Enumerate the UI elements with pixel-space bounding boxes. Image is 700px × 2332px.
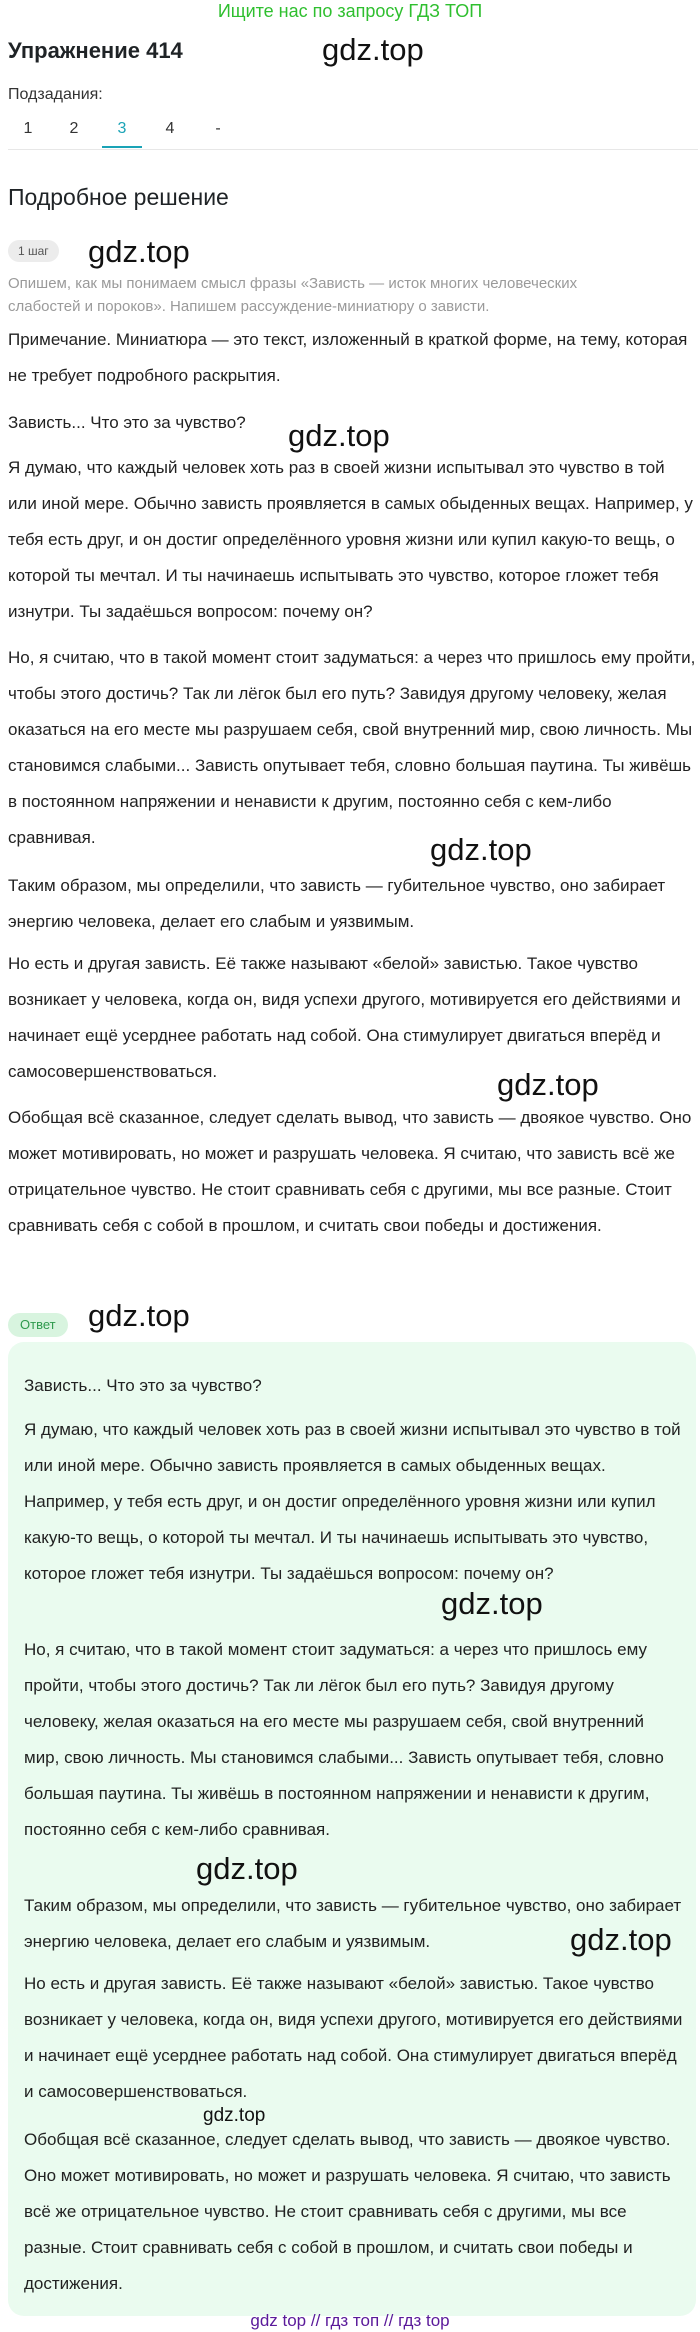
answer-paragraph-3: Таким образом, мы определили, что зависть — губительное чувство, оно забирает энергию человека, делает его слабым и уязвимым. bbox=[24, 1896, 682, 1951]
section-title: Подробное решение bbox=[8, 184, 229, 210]
watermark: gdz.top bbox=[497, 1067, 599, 1102]
footer-link-gdz-top-ru[interactable]: гдз топ bbox=[325, 2311, 380, 2330]
intro-note: Опишем, как мы понимаем смысл фразы «Зависть — исток многих человеческих слабостей и пороков». Напишем рассуждение-миниатюру о зависти. bbox=[8, 275, 578, 315]
watermark: gdz.top bbox=[322, 32, 424, 67]
search-banner: Ищите нас по запросу ГДЗ ТОП bbox=[217, 1, 483, 21]
tab-dash[interactable]: - bbox=[215, 120, 221, 137]
tab-4[interactable]: 4 bbox=[165, 120, 175, 137]
answer-question: Зависть... Что это за чувство? bbox=[24, 1376, 262, 1395]
solution-note: Примечание. Миниатюра — это текст, изложенный в краткой форме, на тему, которая не требует подробного раскрытия. bbox=[8, 330, 688, 385]
tab-3[interactable]: 3 bbox=[102, 112, 142, 148]
subtasks-label: Подзадания: bbox=[8, 86, 103, 103]
footer-links bbox=[0, 2310, 700, 2332]
footer-separator: // bbox=[383, 2311, 394, 2330]
exercise-title: Упражнение 414 bbox=[8, 38, 183, 63]
answer-badge: Ответ bbox=[8, 1313, 68, 1337]
footer-link-gdz-top-mixed[interactable]: гдз top bbox=[398, 2311, 450, 2330]
watermark: gdz.top bbox=[288, 418, 390, 453]
solution-paragraph-1: Я думаю, что каждый человек хоть раз в своей жизни испытывал это чувство в той или иной мере. Обычно зависть проявляется в самых обыденных вещах. Например, у тебя есть друг, и он достиг определённого уровня жизни или купил какую-то вещь, о которой ты мечтал. И ты начинаешь испытывать это чувство, которое гложет тебя изнутри. Ты задаёшься вопросом: почему он? bbox=[8, 458, 693, 621]
solution-paragraph-3: Таким образом, мы определили, что зависть — губительное чувство, оно забирает энергию человека, делает его слабым и уязвимым. bbox=[8, 876, 666, 931]
answer-paragraph-1: Я думаю, что каждый человек хоть раз в своей жизни испытывал это чувство в той или иной мере. Обычно зависть проявляется в самых обыденных вещах. Например, у тебя есть друг, и он достиг определённого уровня жизни или купил какую-то вещь, о которой ты мечтал. И ты начинаешь испытывать это чувство, которое гложет тебя изнутри. Ты задаёшься вопросом: почему он? bbox=[24, 1420, 681, 1583]
answer-paragraph-2: Но, я считаю, что в такой момент стоит задуматься: а через что пришлось ему пройти, чтобы этого достичь? Так ли лёгок был его путь? Завидуя другому человеку, желая оказаться на его месте мы разрушаем себя, свой внутренний мир, свою личность. Мы становимся слабыми... Зависть опутывает тебя, словно большая паутина. Ты живёшь в постоянном напряжении и ненависти к другим, постоянно себя с кем-либо сравнивая. bbox=[24, 1640, 664, 1839]
watermark: gdz.top bbox=[88, 1298, 190, 1333]
watermark: gdz.top bbox=[88, 234, 190, 269]
watermark: gdz.top bbox=[430, 832, 532, 867]
solution-paragraph-4: Но есть и другая зависть. Её также называют «белой» завистью. Такое чувство возникает у человека, когда он, видя успехи другого, мотивируется его действиями и начинает ещё усерднее работать над собой. Она стимулирует двигаться вперёд и самосовершенствоваться. bbox=[8, 954, 681, 1081]
answer-paragraph-5: Обобщая всё сказанное, следует сделать вывод, что зависть — двоякое чувство. Оно может мотивировать, но может и разрушать человека. Я считаю, что зависть всё же отрицательное чувство. Не стоит сравнивать себя с другими, мы все разные. Стоит сравнивать себя с собой в прошлом, и считать свои победы и достижения. bbox=[24, 2130, 671, 2293]
answer-paragraph-4: Но есть и другая зависть. Её также называют «белой» завистью. Такое чувство возникает у человека, когда он, видя успехи другого, мотивируется его действиями и начинает ещё усерднее работать над собой. Она стимулирует двигаться вперёд и самосовершенствоваться. bbox=[24, 1974, 683, 2101]
solution-paragraph-5: Обобщая всё сказанное, следует сделать вывод, что зависть — двоякое чувство. Оно может мотивировать, но может и разрушать человека. Я считаю, что зависть всё же отрицательное чувство. Не стоит сравнивать себя с другими, мы все разные. Стоит сравнивать себя с собой в прошлом, и считать свои победы и достижения. bbox=[8, 1108, 692, 1235]
footer-link-gdz-top[interactable]: gdz top bbox=[250, 2311, 307, 2330]
solution-question: Зависть... Что это за чувство? bbox=[8, 413, 246, 432]
watermark: gdz.top bbox=[441, 1586, 543, 1621]
watermark: gdz.top bbox=[196, 1851, 298, 1886]
watermark: gdz.top bbox=[203, 2105, 266, 2126]
subtask-tabs bbox=[8, 112, 698, 150]
solution-paragraph-2: Но, я считаю, что в такой момент стоит задуматься: а через что пришлось ему пройти, чтобы этого достичь? Так ли лёгок был его путь? Завидуя другому человеку, желая оказаться на его месте мы разрушаем себя, свой внутренний мир, свою личность. Мы становимся слабыми... Зависть опутывает тебя, словно большая паутина. Ты живёшь в постоянном напряжении и ненависти к другим, постоянно себя с кем-либо сравнивая. bbox=[8, 648, 696, 847]
tab-2[interactable]: 2 bbox=[69, 120, 79, 137]
tab-1[interactable]: 1 bbox=[23, 120, 33, 137]
footer-separator: // bbox=[310, 2311, 321, 2330]
step-badge: 1 шаг bbox=[8, 240, 59, 262]
watermark: gdz.top bbox=[570, 1922, 672, 1957]
